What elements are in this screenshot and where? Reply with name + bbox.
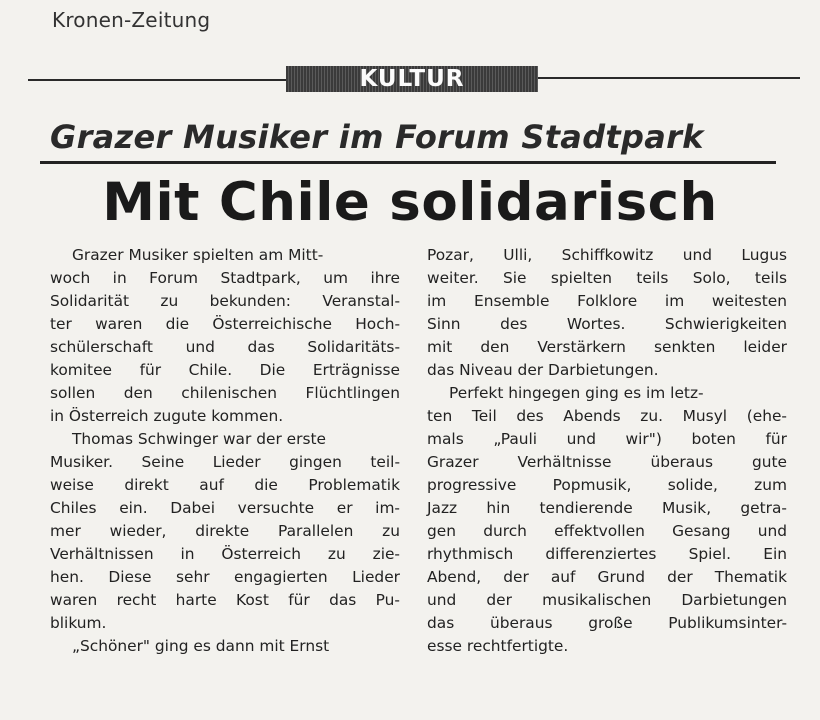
article-line: blikum. — [50, 614, 107, 632]
article-line: schülerschaft und das Solidaritäts- — [50, 338, 400, 356]
article-line: Thomas Schwinger war der erste — [72, 430, 326, 448]
section-rule-left — [28, 79, 286, 81]
article-line: mer wieder, direkte Parallelen zu — [50, 522, 400, 540]
article-line: waren recht harte Kost für das Pu- — [50, 591, 400, 609]
article-line: progressive Popmusik, solide, zum — [427, 476, 787, 494]
article-line: ter waren die Österreichische Hoch- — [50, 315, 400, 333]
article-line: Solidarität zu bekunden: Veranstal- — [50, 292, 400, 310]
article-line: woch in Forum Stadtpark, um ihre — [50, 269, 400, 287]
section-label: KULTUR — [359, 66, 465, 92]
article-line: das Niveau der Darbietungen. — [427, 361, 659, 379]
article-line: ten Teil des Abends zu. Musyl (ehe- — [427, 407, 787, 425]
newspaper-name: Kronen-Zeitung — [52, 8, 211, 32]
article-line: Abend, der auf Grund der Thematik — [427, 568, 787, 586]
kicker-rule — [40, 161, 776, 164]
section-rule-right — [538, 77, 800, 79]
article-line: Perfekt hingegen ging es im letz- — [449, 384, 704, 402]
article-line: „Schöner" ging es dann mit Ernst — [72, 637, 330, 655]
article-line: gen durch effektvollen Gesang und — [427, 522, 787, 540]
main-headline: Mit Chile solidarisch — [102, 172, 718, 233]
article-line: mals „Pauli und wir") boten für — [427, 430, 787, 448]
article-line: und der musikalischen Darbietungen — [427, 591, 787, 609]
article-line: Musiker. Seine Lieder gingen teil- — [50, 453, 400, 471]
article-column-2 — [427, 244, 787, 658]
article-line: Pozar, Ulli, Schiffkowitz und Lugus — [427, 246, 787, 264]
kicker-headline: Grazer Musiker im Forum Stadtpark — [50, 118, 704, 156]
article-line: weiter. Sie spielten teils Solo, teils — [427, 269, 787, 287]
article-line: Grazer Verhältnisse überaus gute — [427, 453, 787, 471]
article-line: Chiles ein. Dabei versuchte er im- — [50, 499, 400, 517]
article-line: esse rechtfertigte. — [427, 637, 569, 655]
article-line: mit den Verstärkern senkten leider — [427, 338, 787, 356]
article-line: rhythmisch differenziertes Spiel. Ein — [427, 545, 787, 563]
article-line: Sinn des Wortes. Schwierigkeiten — [427, 315, 787, 333]
article-line: im Ensemble Folklore im weitesten — [427, 292, 787, 310]
article-line: weise direkt auf die Problematik — [50, 476, 400, 494]
article-line: komitee für Chile. Die Erträgnisse — [50, 361, 400, 379]
article-column-1 — [50, 244, 400, 658]
section-banner — [286, 66, 538, 92]
article-line: hen. Diese sehr engagierten Lieder — [50, 568, 400, 586]
article-line: das überaus große Publikumsinter- — [427, 614, 787, 632]
article-line: Verhältnissen in Österreich zu zie- — [50, 545, 400, 563]
article-line: Grazer Musiker spielten am Mitt- — [72, 246, 324, 264]
article-line: in Österreich zugute kommen. — [50, 407, 284, 425]
article-line: sollen den chilenischen Flüchtlingen — [50, 384, 400, 402]
article-line: Jazz hin tendierende Musik, getra- — [427, 499, 787, 517]
